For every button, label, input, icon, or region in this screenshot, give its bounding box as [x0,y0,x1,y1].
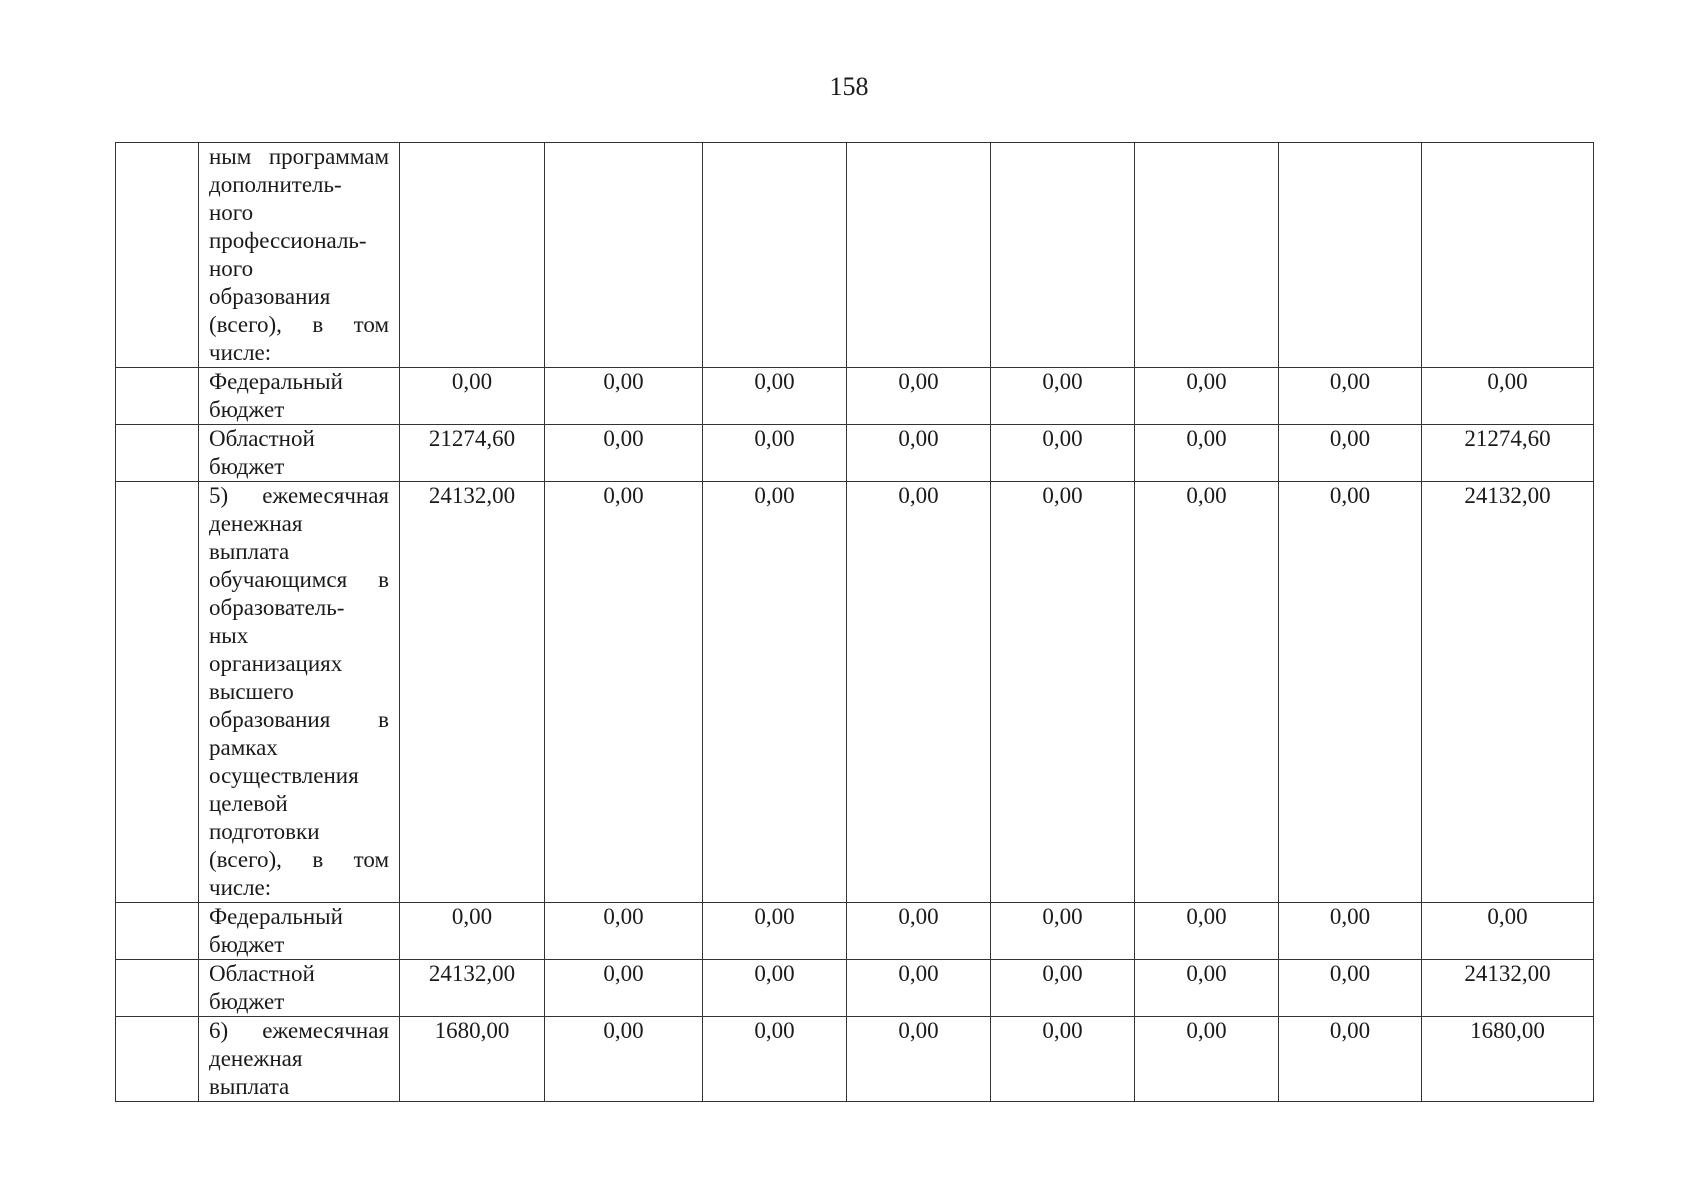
value-cell: 0,00 [400,903,545,960]
value-cell: 0,00 [1279,903,1422,960]
row-label-line: бюджет [209,989,285,1014]
row-label-line: образования в [209,707,389,732]
row-label-line: Областной [209,961,315,986]
table-row [116,425,1594,482]
value-cell [1279,143,1422,368]
row-label-line: бюджет [209,932,285,957]
row-label-line: выплата [209,539,290,564]
value-cell: 0,00 [1279,960,1422,1017]
value-cell: 0,00 [1135,368,1279,425]
row-label-line: денежная [209,511,303,536]
value-cell: 0,00 [1279,425,1422,482]
value-cell: 1680,00 [400,1017,545,1102]
row-number-cell [116,482,199,903]
row-label-line: образователь- [209,595,345,620]
value-cell: 0,00 [545,1017,703,1102]
row-label-line: обучающимся в [209,567,389,592]
value-cell: 0,00 [1135,1017,1279,1102]
row-label-line: Федеральный [209,904,343,929]
row-label-line: ного [209,200,254,225]
row-label-line: 6) ежемесячная [209,1018,389,1043]
value-cell: 0,00 [847,425,991,482]
value-cell: 0,00 [991,1017,1135,1102]
row-label-line: профессиональ- [209,228,367,253]
row-label-line: числе: [209,875,272,900]
value-cell: 0,00 [1422,903,1594,960]
row-label-line: 5) ежемесячная [209,483,389,508]
row-label-line: Областной [209,426,315,451]
row-label-line: высшего [209,679,294,704]
table-row [116,960,1594,1017]
value-cell: 24132,00 [400,482,545,903]
value-cell: 0,00 [545,960,703,1017]
table-row [116,368,1594,425]
value-cell: 0,00 [847,482,991,903]
row-label-line: подготовки [209,819,320,844]
value-cell: 0,00 [1279,482,1422,903]
value-cell: 1680,00 [1422,1017,1594,1102]
row-label-cell [199,143,400,368]
table-row [116,903,1594,960]
value-cell: 0,00 [703,368,847,425]
value-cell: 21274,60 [1422,425,1594,482]
value-cell: 0,00 [991,482,1135,903]
value-cell: 0,00 [1135,960,1279,1017]
row-label-line: осуществления [209,763,359,788]
table-row [116,482,1594,903]
value-cell: 0,00 [703,425,847,482]
value-cell [847,143,991,368]
row-label-line: ным программам [209,144,389,169]
value-cell: 0,00 [400,368,545,425]
value-cell: 0,00 [545,425,703,482]
value-cell: 24132,00 [1422,960,1594,1017]
value-cell: 0,00 [1135,903,1279,960]
value-cell: 0,00 [847,903,991,960]
row-label-line: числе: [209,340,272,365]
row-label-line: денежная [209,1046,303,1071]
table-row [116,1017,1594,1102]
value-cell: 0,00 [703,482,847,903]
row-label-cell [199,960,400,1017]
value-cell: 0,00 [847,368,991,425]
row-label-line: (всего), в том [209,847,389,872]
value-cell: 0,00 [991,903,1135,960]
value-cell: 24132,00 [400,960,545,1017]
row-label-line: ных [209,623,249,648]
table-body [116,143,1594,1102]
value-cell: 0,00 [703,1017,847,1102]
value-cell: 0,00 [1279,368,1422,425]
row-label-cell [199,425,400,482]
value-cell [703,143,847,368]
row-number-cell [116,368,199,425]
row-label-line: ного [209,256,254,281]
value-cell: 0,00 [703,903,847,960]
row-number-cell [116,903,199,960]
value-cell: 0,00 [847,960,991,1017]
value-cell: 24132,00 [1422,482,1594,903]
row-label-line: дополнитель- [209,172,342,197]
value-cell [1135,143,1279,368]
budget-table [115,142,1594,1102]
value-cell: 21274,60 [400,425,545,482]
row-label-cell [199,903,400,960]
value-cell [545,143,703,368]
row-label-line: выплата [209,1074,290,1099]
value-cell: 0,00 [1279,1017,1422,1102]
table-row [116,143,1594,368]
value-cell: 0,00 [703,960,847,1017]
row-number-cell [116,143,199,368]
row-label-line: бюджет [209,454,285,479]
value-cell: 0,00 [991,425,1135,482]
value-cell: 0,00 [545,482,703,903]
value-cell: 0,00 [1422,368,1594,425]
value-cell: 0,00 [991,960,1135,1017]
row-label-cell [199,482,400,903]
value-cell: 0,00 [991,368,1135,425]
value-cell: 0,00 [545,903,703,960]
page-number: 158 [829,72,869,101]
value-cell [1422,143,1594,368]
value-cell [400,143,545,368]
row-label-line: рамках [209,735,278,760]
row-label-cell [199,368,400,425]
value-cell: 0,00 [847,1017,991,1102]
row-label-line: организациях [209,651,343,676]
row-label-line: целевой [209,791,288,816]
row-number-cell [116,1017,199,1102]
value-cell: 0,00 [1135,425,1279,482]
row-number-cell [116,960,199,1017]
row-label-line: бюджет [209,397,285,422]
value-cell: 0,00 [1135,482,1279,903]
row-number-cell [116,425,199,482]
row-label-line: образования [209,284,331,309]
row-label-cell [199,1017,400,1102]
row-label-line: Федеральный [209,369,343,394]
value-cell: 0,00 [545,368,703,425]
row-label-line: (всего), в том [209,312,389,337]
value-cell [991,143,1135,368]
